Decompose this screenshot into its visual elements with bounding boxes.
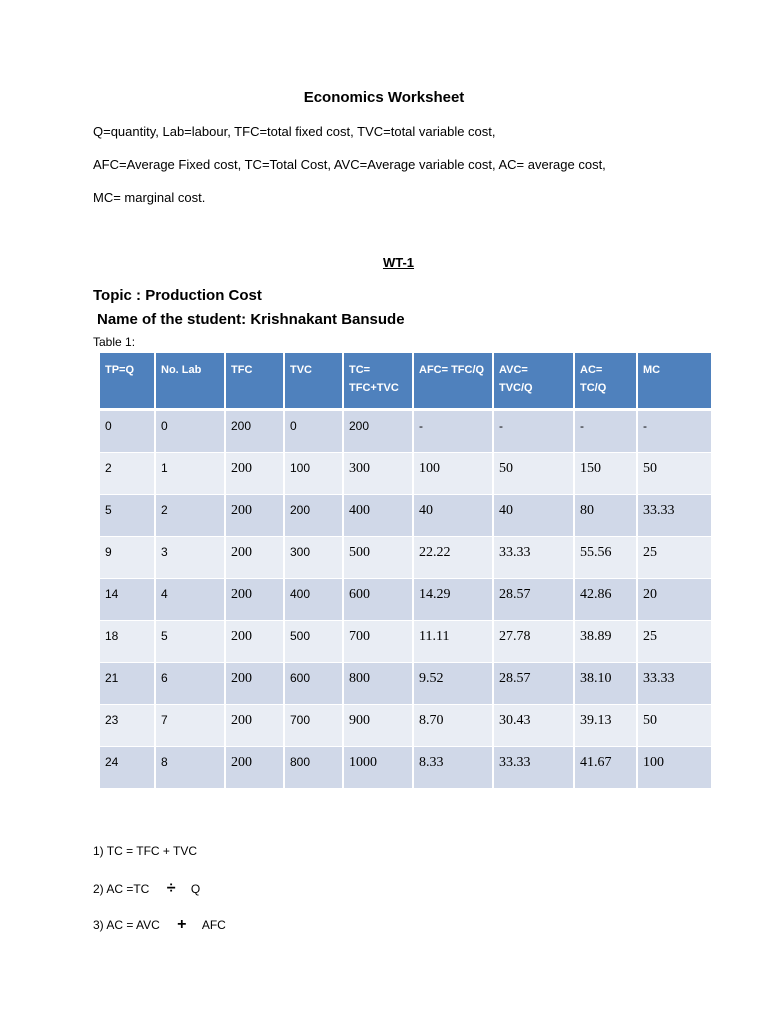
column-header-text: AC=: [580, 364, 603, 376]
table-cell: 100: [414, 453, 494, 495]
table-cell: 2: [156, 495, 226, 537]
table-cell: -: [638, 411, 711, 453]
column-header-text: TFC: [231, 364, 253, 376]
column-header-text: TVC/Q: [499, 382, 533, 394]
table-cell: 200: [226, 495, 285, 537]
formula-1: 1) TC = TFC + TVC: [93, 844, 198, 858]
plus-symbol: +: [177, 916, 187, 933]
table-cell: 14: [100, 579, 156, 621]
student-name: Name of the student: Krishnakant Bansude: [97, 311, 405, 328]
formula-2: [93, 880, 200, 898]
table-cell: 28.57: [494, 663, 575, 705]
table-cell: 800: [344, 663, 414, 705]
production-cost-table: [100, 353, 711, 789]
table-cell: 0: [285, 411, 344, 453]
table-cell: 55.56: [575, 537, 638, 579]
table-cell: 150: [575, 453, 638, 495]
table-cell: 40: [494, 495, 575, 537]
table-row: [100, 411, 711, 453]
column-header: [285, 353, 344, 411]
table-cell: 200: [226, 747, 285, 789]
table-cell: 40: [414, 495, 494, 537]
column-header: [414, 353, 494, 411]
formula-2-left: 2) AC =TC: [93, 882, 150, 896]
table-cell: 200: [285, 495, 344, 537]
table-cell: 2: [100, 453, 156, 495]
table-cell: 28.57: [494, 579, 575, 621]
table-cell: 8.70: [414, 705, 494, 747]
column-header-text: AVC=: [499, 364, 528, 376]
definitions-line-2: AFC=Average Fixed cost, TC=Total Cost, AVC=Average variable cost, AC= average cost,: [93, 157, 606, 172]
column-header: [156, 353, 226, 411]
worksheet-label: WT-1: [382, 255, 415, 270]
table-cell: 7: [156, 705, 226, 747]
table-cell: 25: [638, 621, 711, 663]
column-header: [344, 353, 414, 411]
table-cell: 200: [226, 579, 285, 621]
table-cell: 6: [156, 663, 226, 705]
table-cell: 400: [344, 495, 414, 537]
table-cell: 50: [638, 453, 711, 495]
table-cell: 600: [285, 663, 344, 705]
table-cell: 100: [285, 453, 344, 495]
column-header: [575, 353, 638, 411]
column-header-text: TP=Q: [105, 364, 135, 376]
table-cell: 1: [156, 453, 226, 495]
table-cell: 9.52: [414, 663, 494, 705]
table-cell: 33.33: [494, 747, 575, 789]
column-header: [494, 353, 575, 411]
table-cell: 700: [344, 621, 414, 663]
table-cell: 5: [100, 495, 156, 537]
table-cell: -: [414, 411, 494, 453]
table-cell: 50: [638, 705, 711, 747]
table-cell: 0: [100, 411, 156, 453]
table-cell: 400: [285, 579, 344, 621]
table-cell: 900: [344, 705, 414, 747]
table-cell: 200: [344, 411, 414, 453]
formula-3-right: AFC: [201, 918, 226, 932]
table-cell: 5: [156, 621, 226, 663]
topic-heading: Topic : Production Cost: [93, 287, 262, 304]
table-row: [100, 621, 711, 663]
column-header-text: AFC= TFC/Q: [419, 364, 485, 376]
table-cell: 300: [344, 453, 414, 495]
table-cell: 200: [226, 411, 285, 453]
table-cell: -: [494, 411, 575, 453]
table-cell: 300: [285, 537, 344, 579]
table-header-row: [100, 353, 711, 411]
definitions-line-3: MC= marginal cost.: [93, 190, 206, 205]
table-row: [100, 579, 711, 621]
table-cell: 20: [638, 579, 711, 621]
table-cell: 1000: [344, 747, 414, 789]
table-cell: 22.22: [414, 537, 494, 579]
table-cell: 33.33: [494, 537, 575, 579]
formula-2-right: Q: [190, 882, 201, 896]
column-header-text: TVC: [290, 364, 312, 376]
table-cell: 33.33: [638, 495, 711, 537]
table-label: Table 1:: [93, 335, 136, 349]
table-row: [100, 453, 711, 495]
definitions-line-1: Q=quantity, Lab=labour, TFC=total fixed cost, TVC=total variable cost,: [93, 124, 496, 139]
table-cell: 800: [285, 747, 344, 789]
table-cell: 500: [344, 537, 414, 579]
table-cell: -: [575, 411, 638, 453]
column-header: [226, 353, 285, 411]
table-cell: 200: [226, 663, 285, 705]
table-cell: 700: [285, 705, 344, 747]
table-row: [100, 663, 711, 705]
column-header-text: TFC+TVC: [349, 382, 399, 394]
table-row: [100, 495, 711, 537]
table-cell: 18: [100, 621, 156, 663]
table-cell: 9: [100, 537, 156, 579]
table-cell: 33.33: [638, 663, 711, 705]
table-cell: 600: [344, 579, 414, 621]
table-cell: 200: [226, 705, 285, 747]
table-cell: 200: [226, 537, 285, 579]
divide-symbol: ÷: [166, 880, 176, 897]
formula-3: [93, 916, 226, 934]
table-cell: 41.67: [575, 747, 638, 789]
table-cell: 500: [285, 621, 344, 663]
table-cell: 11.11: [414, 621, 494, 663]
column-header-text: TC=: [349, 364, 371, 376]
table-cell: 39.13: [575, 705, 638, 747]
table-body: [100, 411, 711, 789]
column-header-text: No. Lab: [161, 364, 202, 376]
table-cell: 24: [100, 747, 156, 789]
table-cell: 200: [226, 453, 285, 495]
table-cell: 38.89: [575, 621, 638, 663]
table-cell: 23: [100, 705, 156, 747]
table-cell: 38.10: [575, 663, 638, 705]
table-cell: 14.29: [414, 579, 494, 621]
table-row: [100, 747, 711, 789]
table-cell: 50: [494, 453, 575, 495]
column-header-text: MC: [643, 364, 661, 376]
table-cell: 8: [156, 747, 226, 789]
table-cell: 3: [156, 537, 226, 579]
table-cell: 4: [156, 579, 226, 621]
table-row: [100, 537, 711, 579]
table-cell: 25: [638, 537, 711, 579]
formula-3-left: 3) AC = AVC: [93, 918, 160, 932]
column-header: [100, 353, 156, 411]
table-cell: 200: [226, 621, 285, 663]
table-cell: 42.86: [575, 579, 638, 621]
table-cell: 100: [638, 747, 711, 789]
document-title: Economics Worksheet: [303, 89, 465, 106]
column-header: [638, 353, 711, 411]
table-cell: 0: [156, 411, 226, 453]
table-row: [100, 705, 711, 747]
table-cell: 21: [100, 663, 156, 705]
table-cell: 8.33: [414, 747, 494, 789]
table-cell: 27.78: [494, 621, 575, 663]
column-header-text: TC/Q: [580, 382, 607, 394]
table-cell: 30.43: [494, 705, 575, 747]
table-cell: 80: [575, 495, 638, 537]
